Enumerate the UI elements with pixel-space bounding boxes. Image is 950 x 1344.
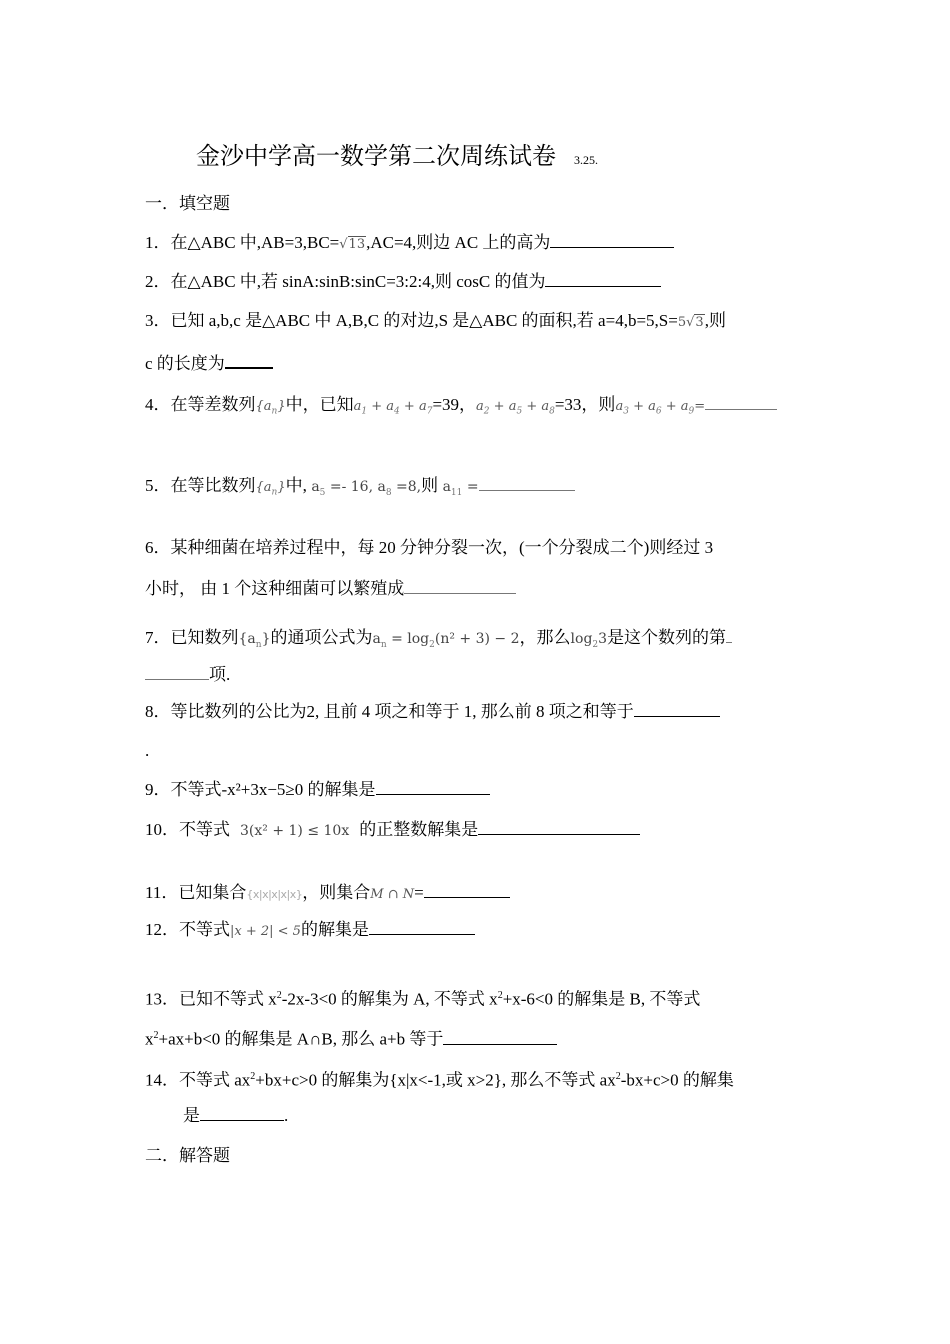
question-6-cont: 小时， 由 1 个这种细菌可以繁殖成 — [145, 578, 516, 600]
answer-blank-10[interactable] — [478, 819, 640, 835]
answer-blank-14[interactable] — [200, 1105, 284, 1121]
question-8-dot: . — [145, 741, 150, 760]
answer-blank-8[interactable] — [634, 701, 720, 717]
inequality-10: 3(x² + 1) ≤ 10x — [240, 823, 350, 839]
exam-date: 3.25. — [574, 153, 598, 167]
sequence-an-7: $\{a_n\}$ — [238, 631, 271, 650]
answer-blank-11[interactable] — [424, 882, 510, 898]
section-fill-in: 一．填空题 — [145, 194, 230, 213]
area-value: 5√3 — [677, 315, 704, 330]
question-13-cont: $x^2+ax+b<0$ 的解集是 A∩B, 那么 a+b 等于 — [145, 1025, 557, 1051]
answer-blank-5[interactable] — [479, 475, 575, 491]
log2-3: $\log_23$ — [570, 631, 608, 650]
set-intersection: M ∩ N — [370, 887, 415, 902]
answer-blank-9[interactable] — [376, 779, 490, 795]
question-5: 5．在等比数列$\{a_n\}$中, $a_5 =- 16$, $a_8 =8$,则 $a_{11}$ = — [145, 475, 575, 504]
answer-blank-1[interactable] — [550, 232, 674, 248]
question-8: 8．等比数列的公比为2, 且前 4 项之和等于 1, 那么前 8 项之和等于 — [145, 701, 720, 723]
answer-blank-6[interactable] — [404, 578, 516, 594]
question-2: 2．在△ABC 中,若 sinA:sinB:sinC=3:2:4,则 cosC 的值为 — [145, 271, 661, 293]
sum-a3-a6-a9: $a_3 + a_6 + a_9$ — [615, 399, 695, 417]
set-definition-faint: {x|x|x|x|x} — [246, 888, 303, 901]
question-7-cont: 项. — [145, 664, 230, 686]
sequence-an-5: $\{a_n\}$ — [255, 480, 286, 498]
answer-blank-13[interactable] — [443, 1029, 557, 1045]
question-14: 14．不等式 $ax^2+bx+c>0$ 的解集为{x|x<-1,或 x>2}, 那么不等式 $ax^2-bx+c>0$ 的解集 — [145, 1070, 734, 1090]
general-term-formula: $a_n = \log_2(n^2 + 3) - 2$ — [372, 631, 520, 650]
sqrt-13: √13 — [339, 237, 366, 252]
section-answer: 二．解答题 — [145, 1146, 230, 1165]
inequality-12: |x + 2| < 5 — [230, 924, 301, 939]
question-3: 3．已知 a,b,c 是△ABC 中 A,B,C 的对边,S 是△ABC 的面积,若 a=4,b=5,S=5√3,则 — [145, 311, 726, 330]
term-a5: $a_5 =- 16$, $a_8 =8$, — [306, 479, 422, 498]
question-6: 6．某种细菌在培养过程中，每 20 分钟分裂一次，(一个分裂成二个)则经过 3 — [145, 538, 714, 557]
answer-blank-2[interactable] — [545, 271, 661, 287]
question-3-cont: c 的长度为 — [145, 352, 273, 375]
answer-blank-3[interactable] — [225, 352, 273, 369]
page-title: 金沙中学高一数学第二次周练试卷 3.25. — [196, 144, 598, 170]
question-12: 12．不等式|x + 2| < 5的解集是 — [145, 919, 475, 943]
term-a11: $a_{11}$ = — [438, 479, 479, 498]
question-1: 1．在△ABC 中,AB=3,BC=√13,AC=4,则边 AC 上的高为 — [145, 232, 674, 256]
question-4: 4．在等差数列$\{a_n\}$中，已知$a_1 + a_4 + a_7=39$，$a_2 + a_5 + a_8=33$，则$a_3 + a_6 + a_9=$ — [145, 394, 777, 423]
question-14-cont: 是 . — [183, 1106, 289, 1125]
sum-a1-a4-a7: $a_1 + a_4 + a_7$ — [353, 399, 433, 417]
answer-blank-12[interactable] — [369, 919, 475, 935]
question-7: 7．已知数列$\{a_n\}$的通项公式为$a_n = \log_2(n^2 + 3) - 2$，那么$\log_23$是这个数列的第 — [145, 627, 732, 656]
question-9: 9．不等式-x²+3x−5≥0 的解集是 — [145, 779, 490, 801]
answer-blank-7[interactable] — [145, 664, 209, 680]
sum-a2-a5-a8: $a_2 + a_5 + a_8$ — [476, 399, 555, 417]
question-13: 13．已知不等式 $x^2-2x-3<0$ 的解集为 A, 不等式 $x^2+x-6<0$ 的解集是 B, 不等式 — [145, 989, 701, 1009]
question-11: 11．已知集合{x|x|x|x|x}，则集合M ∩ N= — [145, 882, 510, 906]
sequence-an: $\{a_n\}$ — [255, 399, 286, 417]
answer-blank-4[interactable] — [705, 394, 777, 410]
question-10: 10．不等式 3(x² + 1) ≤ 10x 的正整数解集是 — [145, 819, 640, 842]
